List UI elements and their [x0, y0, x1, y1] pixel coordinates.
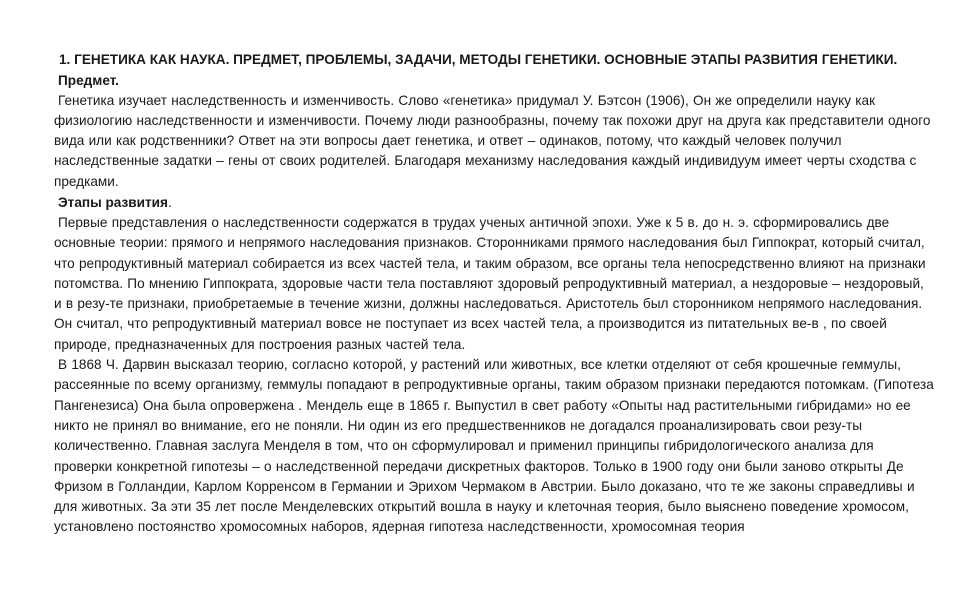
paragraph-stages-1: [54, 213, 934, 355]
paragraph-stages-2-text: В 1868 Ч. Дарвин высказал теорию, согласно которой, у растений или животных, все клетки отделяют от себя крошечные геммулы, рассеянные по всему организму, геммулы попадают в репродуктивные органы, таким образом признаки передаются потомкам. (Гипотеза Пангенезиса) Она была опровержена . Мендель еще в 1865 г. Выпустил в свет работу «Опыты над растительными гибридами» но ее никто не принял во внимание, его не поняли. Ни один из его предшественников не догадался проанализировать свои резу-ты количественно. Главная заслуга Менделя в том, что он сформулировал и применил принципы гибридологического анализа для проверки конкретной гипотезы – о наследственной передачи дискретных факторов. Только в 1900 году они были заново открыты Де Фризом в Голландии, Карлом Корренсом в Германии и Эрихом Чермаком в Австрии. Было доказано, что те же законы справедливы и для животных. За эти 35 лет после Менделевских открытий вошла в науку и клеточная теория, было выяснено поведение хромосом, установлено постоянство хромосомных наборов, ядерная гипотеза наследственности, хромосомная теория: [54, 357, 934, 535]
section-heading-subject-text: Предмет.: [58, 72, 119, 88]
paragraph-subject: [54, 91, 934, 192]
section-heading-stages-period: .: [167, 194, 172, 210]
paragraph-subject-text: Генетика изучает наследственность и изменчивость. Слово «генетика» придумал У. Бэтсон (1906), Он же определили науку как физиологию наследственности и изменчивости. Почему люди разнообразны, почему так похожи друг на друга как представители одного вида или как родственники? Ответ на эти вопросы дает генетика, и ответ – одинаков, потому, что каждый человек получил наследственные задатки – гены от своих родителей. Благодаря механизму наследования каждый индивидуум имеет черты сходства с предками.: [54, 92, 931, 189]
paragraph-stages-2: [54, 355, 934, 538]
section-heading-subject: [54, 70, 934, 91]
paragraph-stages-1-text: Первые представления о наследственности содержатся в трудах ученых античной эпохи. Уже к 5 в. до н. э. сформировались две основные теории: прямого и непрямого наследования признаков. Сторонниками прямого наследования был Гиппократ, который считал, что репродуктивный материал собирается из всех частей тела, и таким образом, все органы тела непосредственно влияют на признаки потомства. По мнению Гиппократа, здоровые части тела поставляют здоровый репродуктивный материал, а нездоровые – нездоровый, и в резу-те признаки, приобретаемые в течение жизни, должны наследоваться. Аристотель был сторонником непрямого наследования. Он считал, что репродуктивный материал вовсе не поступает из всех частей тела, а производится из питательных ве-в , по своей природе, предназначенных для построения разных частей тела.: [54, 214, 926, 352]
section-heading-stages-text: Этапы развития: [58, 194, 168, 210]
document-title: 1. ГЕНЕТИКА КАК НАУКА. ПРЕДМЕТ, ПРОБЛЕМЫ, ЗАДАЧИ, МЕТОДЫ ГЕНЕТИКИ. ОСНОВНЫЕ ЭТАПЫ РАЗВИТИЯ ГЕНЕТИКИ.: [59, 52, 898, 67]
section-heading-stages: [54, 192, 934, 213]
document-page: [54, 51, 934, 538]
